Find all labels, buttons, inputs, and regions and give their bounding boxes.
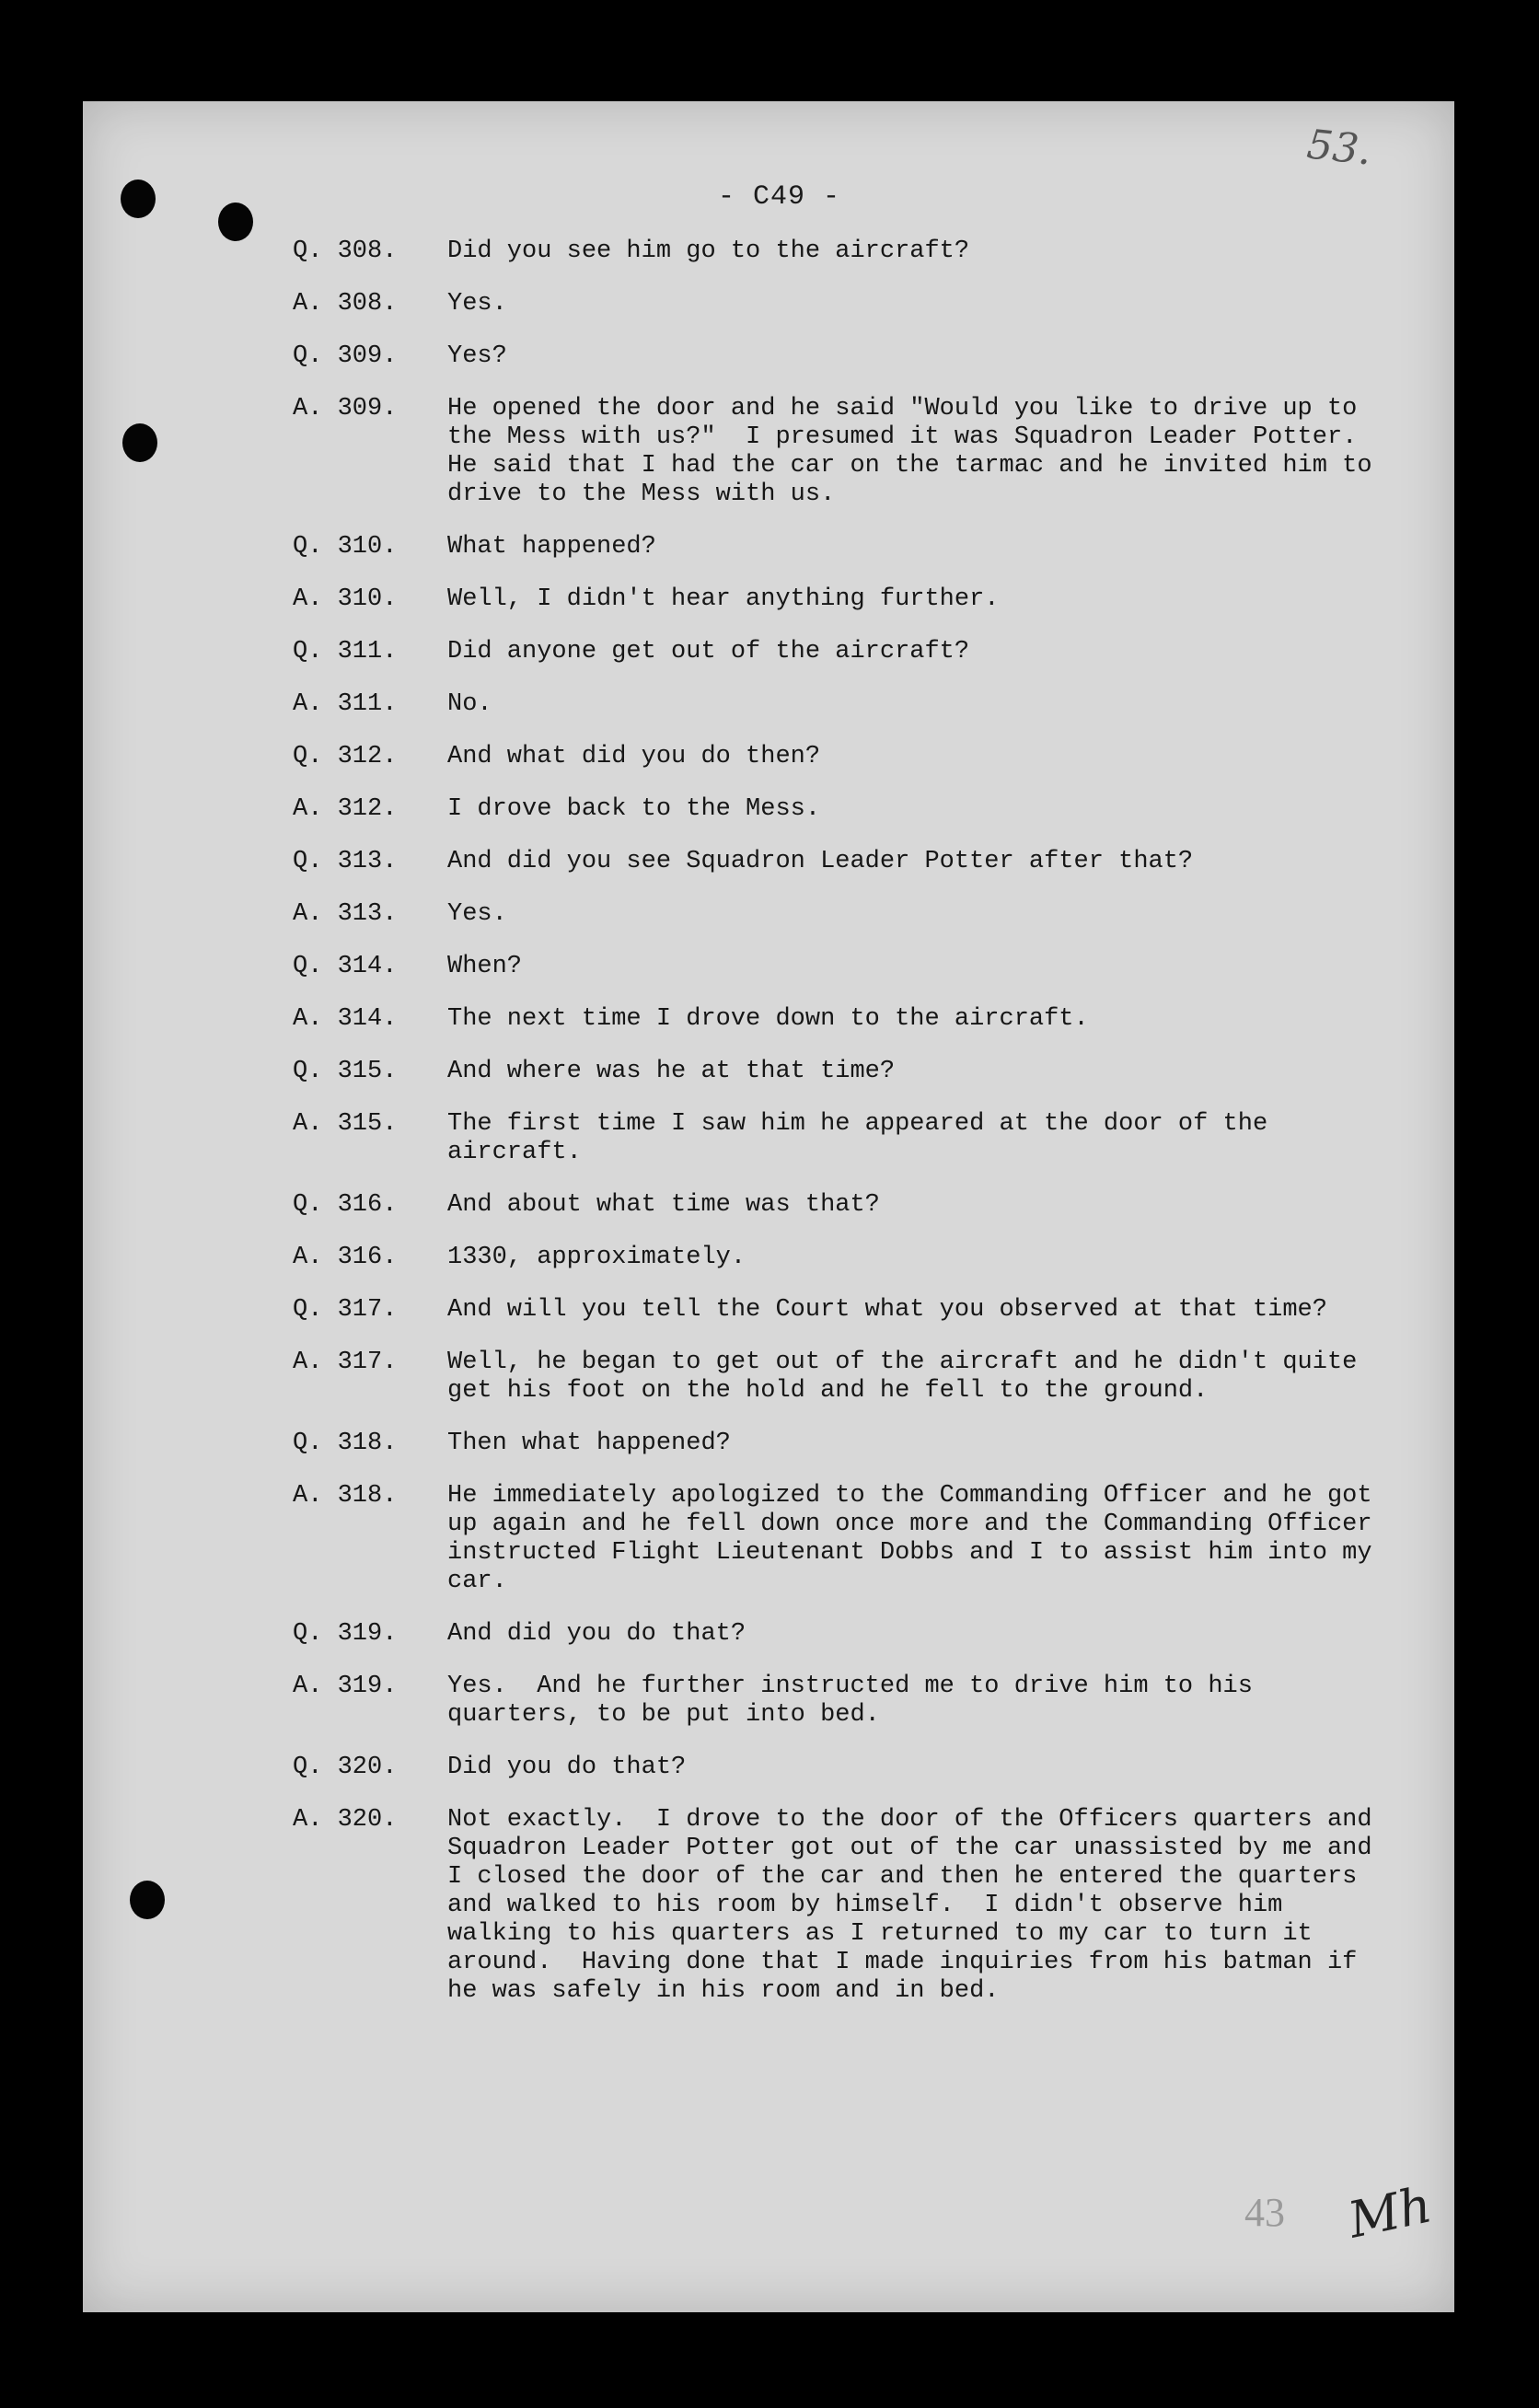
- transcript-entry: [293, 237, 1397, 266]
- entry-label: A. 312.: [293, 795, 398, 823]
- transcript-entry: [293, 342, 1397, 371]
- entry-label: A. 315.: [293, 1110, 398, 1138]
- entry-label: A. 316.: [293, 1244, 398, 1271]
- entry-label: Q. 314.: [293, 953, 398, 980]
- entry-text: And did you see Squadron Leader Potter after that?: [447, 848, 1194, 875]
- entry-label: Q. 318.: [293, 1430, 398, 1457]
- transcript-entry: [293, 953, 1397, 981]
- entry-label: A. 310.: [293, 585, 398, 613]
- transcript-entry: [293, 848, 1397, 876]
- entry-text: He opened the door and he said "Would you like to drive up to the Mess with us?" I presumed it was Squadron Leader Potter. He said that I had the car on the tarmac and he invited him to drive to the Mess with us.: [447, 395, 1387, 508]
- stamp-number: 43: [1244, 2190, 1285, 2235]
- entry-label: A. 314.: [293, 1005, 398, 1033]
- entry-text: And about what time was that?: [447, 1191, 880, 1219]
- entry-label: A. 311.: [293, 690, 398, 718]
- entry-text: And will you tell the Court what you observed at that time?: [447, 1296, 1327, 1324]
- entry-text: And did you do that?: [447, 1620, 746, 1648]
- entry-label: A. 308.: [293, 290, 398, 318]
- transcript-entry: [293, 1005, 1397, 1034]
- entry-label: Q. 319.: [293, 1620, 398, 1648]
- entry-text: Yes.: [447, 290, 507, 318]
- entry-label: Q. 320.: [293, 1754, 398, 1781]
- entry-text: Well, I didn't hear anything further.: [447, 585, 1000, 613]
- entry-label: Q. 308.: [293, 237, 398, 265]
- transcript-entry: [293, 1482, 1397, 1596]
- entry-label: A. 309.: [293, 395, 398, 423]
- transcript-entry: [293, 585, 1397, 614]
- entry-label: A. 313.: [293, 900, 398, 928]
- entry-label: Q. 317.: [293, 1296, 398, 1324]
- transcript-entry: [293, 1244, 1397, 1272]
- entry-text: Yes?: [447, 342, 507, 370]
- transcript-entry: [293, 900, 1397, 929]
- entry-text: Did anyone get out of the aircraft?: [447, 638, 970, 666]
- entry-label: Q. 310.: [293, 533, 398, 561]
- transcript-entry: [293, 638, 1397, 666]
- transcript-entry: [293, 1620, 1397, 1649]
- entry-label: Q. 309.: [293, 342, 398, 370]
- transcript-entry: [293, 1191, 1397, 1220]
- entry-text: What happened?: [447, 533, 656, 561]
- handwritten-initials: Mh: [1343, 2175, 1437, 2250]
- transcript-entries: [293, 237, 1397, 2030]
- punch-hole: [130, 1881, 165, 1919]
- entry-label: Q. 311.: [293, 638, 398, 666]
- entry-text: Yes. And he further instructed me to drive him to his quarters, to be put into bed.: [447, 1673, 1268, 1729]
- transcript-entry: [293, 795, 1397, 824]
- transcript-entry: [293, 1673, 1397, 1730]
- entry-label: Q. 315.: [293, 1058, 398, 1085]
- punch-hole: [218, 203, 253, 241]
- transcript-entry: [293, 1349, 1397, 1406]
- punch-hole: [121, 179, 156, 218]
- entry-text: When?: [447, 953, 523, 980]
- folio-mark: 53.: [1304, 121, 1374, 175]
- transcript-entry: [293, 1296, 1397, 1325]
- transcript-entry: [293, 1110, 1397, 1167]
- entry-text: The first time I saw him he appeared at the door of the aircraft.: [447, 1110, 1283, 1166]
- transcript-entry: [293, 1058, 1397, 1086]
- entry-text: Yes.: [447, 900, 507, 928]
- entry-label: A. 317.: [293, 1349, 398, 1376]
- entry-text: I drove back to the Mess.: [447, 795, 821, 823]
- entry-label: Q. 313.: [293, 848, 398, 875]
- entry-text: 1330, approximately.: [447, 1244, 746, 1271]
- transcript-entry: [293, 395, 1397, 509]
- entry-text: Did you do that?: [447, 1754, 687, 1781]
- transcript-entry: [293, 743, 1397, 771]
- entry-text: Then what happened?: [447, 1430, 731, 1457]
- transcript-entry: [293, 690, 1397, 719]
- entry-text: And where was he at that time?: [447, 1058, 896, 1085]
- entry-text: Not exactly. I drove to the door of the Officers quarters and Squadron Leader Potter got out of the car unassisted by me and I closed the door of the car and then he entered the quarters and walked to his room by himself. I didn't observe him walking to his quarters as I returned to my car to turn it around. Having done that I made inquiries from his batman if he was safely in his room and in bed.: [447, 1806, 1387, 2005]
- punch-hole: [122, 423, 157, 462]
- transcript-entry: [293, 290, 1397, 318]
- entry-label: A. 319.: [293, 1673, 398, 1700]
- transcript-entry: [293, 533, 1397, 561]
- entry-text: Did you see him go to the aircraft?: [447, 237, 970, 265]
- entry-label: Q. 316.: [293, 1191, 398, 1219]
- page-number: - C49 -: [718, 181, 841, 213]
- entry-label: A. 320.: [293, 1806, 398, 1834]
- transcript-entry: [293, 1430, 1397, 1458]
- entry-text: And what did you do then?: [447, 743, 821, 770]
- entry-text: Well, he began to get out of the aircraft and he didn't quite get his foot on the hold and he fell to the ground.: [447, 1349, 1372, 1405]
- entry-text: The next time I drove down to the aircraft.: [447, 1005, 1089, 1033]
- transcript-entry: [293, 1806, 1397, 2006]
- transcript-entry: [293, 1754, 1397, 1782]
- entry-text: He immediately apologized to the Commanding Officer and he got up again and he fell down once more and the Commanding Officer instructed Flight Lieutenant Dobbs and I to assist him into my car.: [447, 1482, 1387, 1595]
- entry-text: No.: [447, 690, 492, 718]
- entry-label: A. 318.: [293, 1482, 398, 1510]
- entry-label: Q. 312.: [293, 743, 398, 770]
